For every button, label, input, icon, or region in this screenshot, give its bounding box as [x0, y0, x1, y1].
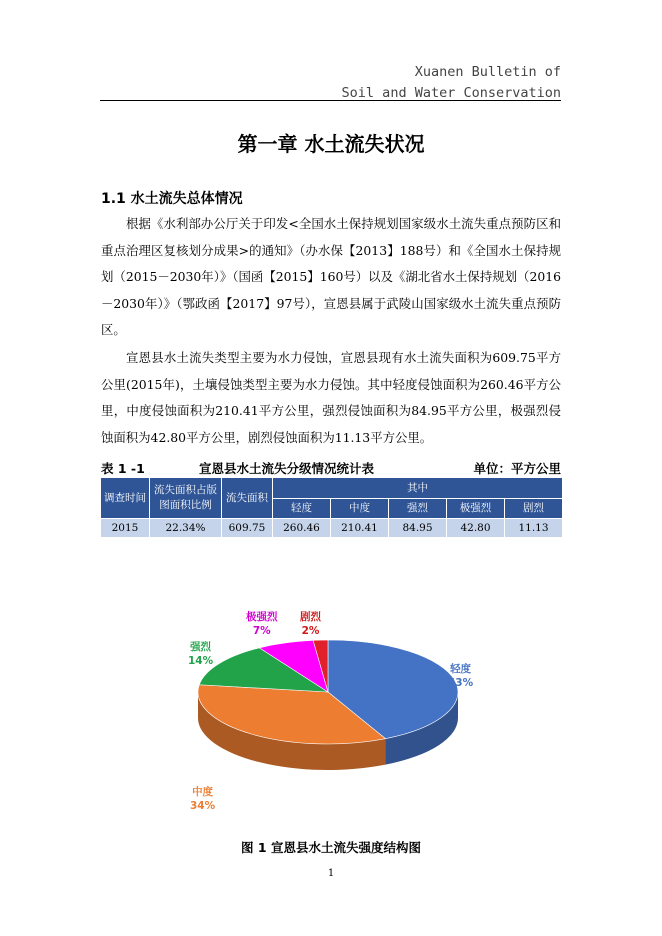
- paragraph-1: 根据《水利部办公厅关于印发<全国水土保持规划国家级水土流失重点预防区和重点治理区复核划分成果>的通知》（办水保【2013】188号）和《全国水土保持规划（2015－2030年）》（国函【2015】160号）以及《湖北省水土保持规划（2016－2030年）》（鄂政函【2017】97号），宣恩县属于武陵山国家级水土流失重点预防区。: [101, 216, 561, 337]
- header-among: 其中: [273, 478, 563, 499]
- figure-caption: 图 1 宣恩县水土流失强度结构图: [241, 840, 421, 855]
- pie-chart: [180, 600, 500, 825]
- pie-label-3: [246, 610, 278, 638]
- cell-severe: 11.13: [505, 519, 563, 538]
- running-header: [342, 62, 561, 104]
- chapter-title: 第一章 水土流失状况: [237, 132, 425, 156]
- cell-very-strong: 42.80: [447, 519, 505, 538]
- header-ratio: 流失面积占版图面积比例: [150, 478, 222, 519]
- paragraph-2: 宣恩县水土流失类型主要为水力侵蚀，宣恩县现有水土流失面积为609.75平方公里(2015年)，土壤侵蚀类型主要为水力侵蚀。其中轻度侵蚀面积为260.46平方公里，中度侵蚀面积为210.41平方公里，强烈侵蚀面积为84.95平方公里，极强烈侵蚀面积为42.80平方公里，剧烈侵蚀面积为11.13平方公里。: [101, 350, 561, 445]
- table-row: [101, 519, 563, 538]
- header-moderate: 中度: [331, 499, 389, 519]
- cell-strong: 84.95: [389, 519, 447, 538]
- header-survey-time: 调查时间: [101, 478, 150, 519]
- pie-label-0: [448, 662, 473, 690]
- header-mild: 轻度: [273, 499, 331, 519]
- pie-label-name: 剧烈: [300, 611, 321, 623]
- pie-label-name: 轻度: [450, 663, 472, 675]
- page-number: 1: [327, 868, 335, 879]
- erosion-stats-table: [100, 477, 563, 538]
- pie-label-percent: 2%: [301, 625, 320, 637]
- pie-label-2: [188, 640, 213, 668]
- table-title: 宣恩县水土流失分级情况统计表: [199, 461, 375, 476]
- pie-label-name: 强烈: [190, 641, 212, 653]
- pie-label-name: 中度: [192, 786, 214, 798]
- header-very-strong: 极强烈: [447, 499, 505, 519]
- header-line-2: Soil and Water Conservation: [341, 85, 561, 101]
- pie-label-percent: 14%: [188, 655, 214, 667]
- section-heading: 1.1 水土流失总体情况: [101, 191, 243, 207]
- cell-ratio: 22.34%: [150, 519, 222, 538]
- header-line-1: Xuanen Bulletin of: [414, 64, 561, 80]
- pie-label-1: [190, 785, 215, 813]
- table-caption: [101, 459, 561, 477]
- header-strong: 强烈: [389, 499, 447, 519]
- pie-chart-svg: [180, 600, 500, 825]
- cell-mild: 260.46: [273, 519, 331, 538]
- cell-moderate: 210.41: [331, 519, 389, 538]
- cell-year: 2015: [101, 519, 150, 538]
- header-rule: [100, 100, 561, 101]
- header-area: 流失面积: [222, 478, 273, 519]
- table-unit: 单位：平方公里: [473, 461, 561, 476]
- pie-label-percent: 43%: [448, 677, 474, 689]
- pie-label-4: [300, 610, 321, 638]
- cell-area: 609.75: [222, 519, 273, 538]
- table-number: 表 1 -1: [101, 461, 145, 476]
- pie-label-percent: 34%: [190, 800, 216, 812]
- pie-label-name: 极强烈: [246, 611, 278, 623]
- header-severe: 剧烈: [505, 499, 563, 519]
- pie-label-percent: 7%: [252, 625, 271, 637]
